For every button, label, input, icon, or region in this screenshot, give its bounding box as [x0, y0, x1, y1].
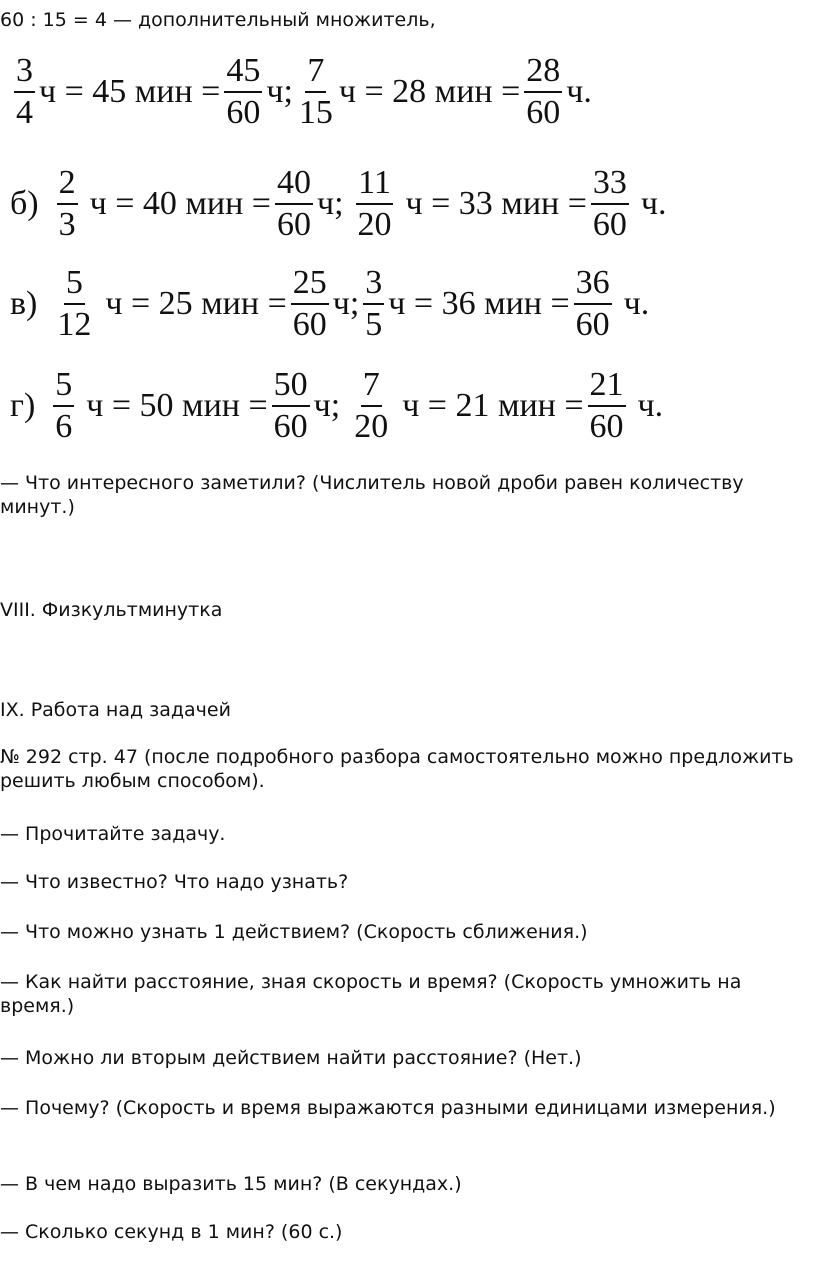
fraction: $\frac{28}{60}$ — [526, 52, 561, 131]
fraction: $\frac{11}{20}$ — [357, 164, 392, 243]
fraction: $\frac{21}{60}$ — [589, 366, 624, 445]
item-label: б) — [10, 185, 39, 222]
question-line: — Сколько секунд в 1 мин? (60 с.) — [0, 1221, 343, 1243]
section-heading-viii: VIII. Физкультминутка — [0, 599, 223, 621]
math-row-2: б) $\frac{2}{3}$ ч = 40 мин = $\frac{40}{60}$ ч; $\frac{11}{20}$ ч = 33 мин = $\frac{33}{60}$ ч. — [10, 164, 667, 243]
intro-line: 60 : 15 = 4 — дополнительный множитель, — [0, 9, 436, 31]
fraction: $\frac{50}{60}$ — [273, 366, 308, 445]
section-heading-ix: IX. Работа над задачей — [0, 699, 231, 721]
fraction: $\frac{7}{20}$ — [354, 366, 389, 445]
question-line: — Прочитайте задачу. — [0, 823, 226, 845]
fraction: $\frac{3}{5}$ — [365, 264, 383, 343]
fraction: $\frac{2}{3}$ — [58, 164, 76, 243]
paragraph-observation: — Что интересного заметили? (Числитель новой дроби равен количеству минут.) — [0, 472, 744, 518]
fraction: $\frac{7}{15}$ — [298, 52, 333, 131]
math-row-3: в) $\frac{5}{12}$ ч = 25 мин = $\frac{25}{60}$ ч; $\frac{3}{5}$ ч = 36 мин = $\frac{36}{60}$ ч. — [10, 264, 650, 343]
question-line: — Как найти расстояние, зная скорость и время? (Скорость умножить на время.) — [0, 971, 742, 1017]
fraction: $\frac{45}{60}$ — [226, 52, 261, 131]
fraction: $\frac{40}{60}$ — [276, 164, 311, 243]
math-row-1: $\frac{3}{4}$ ч = 45 мин = $\frac{45}{60}$ ч; $\frac{7}{15}$ ч = 28 мин = $\frac{28}{60}$ ч. — [16, 52, 592, 131]
fraction: $\frac{33}{60}$ — [592, 164, 627, 243]
fraction: $\frac{25}{60}$ — [292, 264, 327, 343]
question-line: — Что можно узнать 1 действием? (Скорость сближения.) — [0, 921, 588, 943]
item-label: в) — [10, 285, 38, 322]
fraction: $\frac{5}{12}$ — [57, 264, 92, 343]
fraction: $\frac{3}{4}$ — [16, 52, 33, 131]
item-label: г) — [10, 387, 36, 424]
question-line: — Почему? (Скорость и время выражаются разными единицами измерения.) — [0, 1097, 776, 1119]
question-line: — Можно ли вторым действием найти расстояние? (Нет.) — [0, 1047, 582, 1069]
paragraph-task-ref: № 292 стр. 47 (после подробного разбора самостоятельно можно предложить решить любым способом). — [0, 746, 794, 792]
math-row-4: г) $\frac{5}{6}$ ч = 50 мин = $\frac{50}{60}$ ч; $\frac{7}{20}$ ч = 21 мин = $\frac{21}{60}$ ч. — [10, 366, 664, 445]
question-line: — В чем надо выразить 15 мин? (В секундах.) — [0, 1173, 462, 1195]
question-line: — Что известно? Что надо узнать? — [0, 871, 349, 893]
fraction: $\frac{5}{6}$ — [55, 366, 73, 445]
fraction: $\frac{36}{60}$ — [575, 264, 610, 343]
